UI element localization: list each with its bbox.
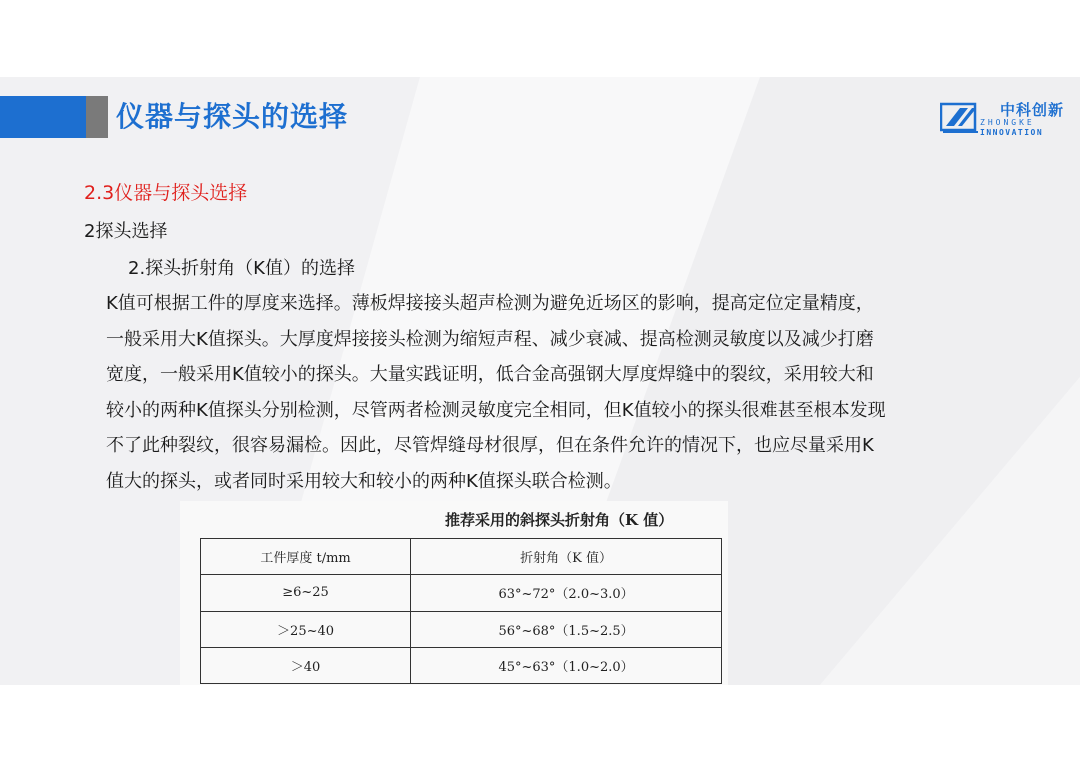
title-accent-bar (0, 96, 86, 138)
table-cell: ＞40 (201, 647, 411, 683)
section-heading: 2.3仪器与探头选择 (84, 182, 248, 204)
table-header-thickness: 工件厚度 t/mm (201, 539, 411, 575)
logo-text-en-1: ZHONGKE (980, 118, 1035, 127)
slide (0, 77, 1080, 685)
table-cell: 63°~72°（2.0~3.0） (411, 575, 722, 611)
body-paragraph (106, 286, 986, 499)
title-accent-bar-gray (86, 96, 108, 138)
table-header-angle: 折射角（K 值） (411, 539, 722, 575)
paragraph-line: K值可根据工件的厚度来选择。薄板焊接接头超声检测为避免近场区的影响，提高定位定量精度， (106, 293, 874, 314)
paragraph-line: 宽度，一般采用K值较小的探头。大量实践证明，低合金高强钢大厚度焊缝中的裂纹，采用较大和 (106, 364, 874, 385)
item-heading: 2.探头折射角（K值）的选择 (128, 258, 355, 279)
paragraph-line: 较小的两种K值探头分别检测，尽管两者检测灵敏度完全相同，但K值较小的探头很难甚至根本发现 (106, 399, 886, 421)
paragraph-line: 一般采用大K值探头。大厚度焊接接头检测为缩短声程、减少衰减、提高检测灵敏度以及减少打磨 (106, 328, 874, 350)
table-row (201, 611, 722, 647)
table-cell: ≥6~25 (201, 575, 411, 611)
table-cell: 56°~68°（1.5~2.5） (411, 611, 722, 647)
logo-text-cn: 中科创新 (1000, 101, 1065, 119)
paragraph-line: 不了此种裂纹，很容易漏检。因此，尽管焊缝母材很厚，但在条件允许的情况下，也应尽量采用K (106, 435, 874, 456)
table-title: 推荐采用的斜探头折射角（K 值） (445, 511, 674, 529)
table-row (201, 575, 722, 611)
k-value-table (200, 538, 722, 684)
table-header-row (201, 539, 722, 575)
table-cell: ＞25~40 (201, 611, 411, 647)
k-value-table-figure (180, 501, 728, 685)
paragraph-line: 值大的探头，或者同时采用较大和较小的两种K值探头联合检测。 (106, 470, 622, 492)
slide-title: 仪器与探头的选择 (116, 100, 349, 133)
table-cell: 45°~63°（1.0~2.0） (411, 647, 722, 683)
logo-text-en-2: INNOVATION (980, 128, 1044, 137)
table-row (201, 647, 722, 683)
sub-heading: 2探头选择 (84, 221, 168, 242)
